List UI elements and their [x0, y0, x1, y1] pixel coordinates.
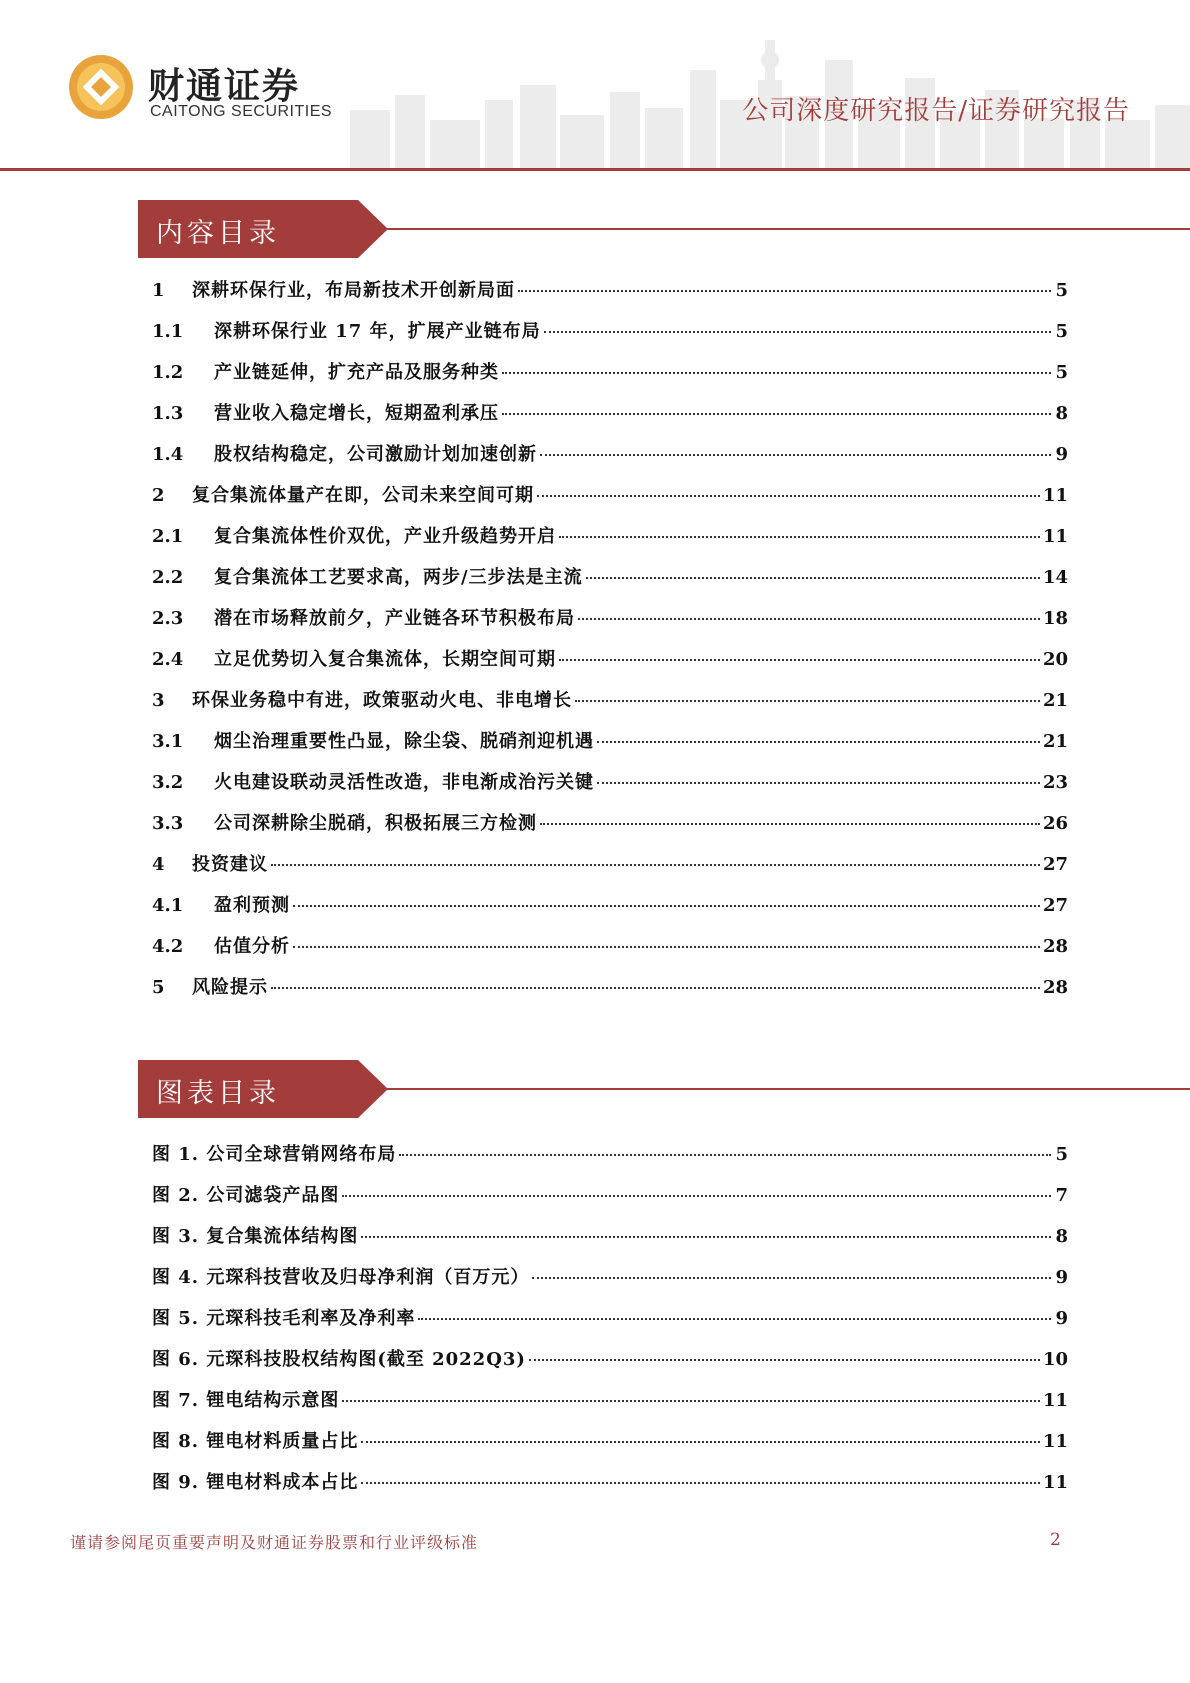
toc-entry-number: 4 [152, 854, 165, 875]
toc-entry-number: 1.1 [152, 321, 184, 342]
section-rule [383, 1088, 1190, 1090]
toc-entry-title: 股权结构稳定，公司激励计划加速创新 [214, 444, 537, 465]
entry-page-number: 11 [1042, 485, 1068, 506]
toc-entry-title: 复合集流体性价双优，产业升级趋势开启 [214, 526, 556, 547]
toc-entry-number: 4.2 [152, 936, 184, 957]
toc-entry-number: 2.3 [152, 608, 184, 629]
entry-page-number: 9 [1055, 444, 1068, 465]
figure-entry-title: 图 5. 元琛科技毛利率及净利率 [152, 1308, 416, 1329]
figure-entry-title: 图 9. 锂电材料成本占比 [152, 1472, 359, 1493]
toc-entry-title: 潜在市场释放前夕，产业链各环节积极布局 [214, 608, 575, 629]
entry-page-number: 11 [1042, 1390, 1068, 1411]
dot-leader [578, 617, 1040, 620]
dot-leader [271, 863, 1040, 866]
toc-entry-title: 立足优势切入复合集流体，长期空间可期 [214, 649, 556, 670]
toc-entry[interactable] [152, 973, 1068, 1014]
dot-leader [529, 1358, 1040, 1361]
figure-entry[interactable] [152, 1386, 1068, 1427]
toc-entry-title: 风险提示 [192, 977, 268, 998]
fig-section-header [138, 1060, 1078, 1118]
page-header [0, 0, 1190, 172]
figure-entry[interactable] [152, 1181, 1068, 1222]
toc-entry-title: 环保业务稳中有进，政策驱动火电、非电增长 [192, 690, 572, 711]
entry-page-number: 27 [1042, 895, 1068, 916]
toc-entry[interactable] [152, 727, 1068, 768]
dot-leader [418, 1317, 1051, 1320]
toc-entry[interactable] [152, 809, 1068, 850]
entry-page-number: 21 [1042, 731, 1068, 752]
toc-entry-title: 投资建议 [192, 854, 268, 875]
toc-entry-number: 1.3 [152, 403, 184, 424]
toc-entry[interactable] [152, 932, 1068, 973]
entry-page-number: 14 [1042, 567, 1068, 588]
figure-entry-title: 图 4. 元琛科技营收及归母净利润（百万元） [152, 1267, 530, 1288]
figure-entry[interactable] [152, 1468, 1068, 1509]
toc-entry[interactable] [152, 440, 1068, 481]
dot-leader [293, 945, 1040, 948]
dot-leader [361, 1440, 1040, 1443]
figure-entry-title: 图 1. 公司全球营销网络布局 [152, 1144, 397, 1165]
footer-disclaimer: 谨请参阅尾页重要声明及财通证券股票和行业评级标准 [70, 1533, 479, 1552]
toc-entry-number: 2.2 [152, 567, 184, 588]
toc-entry[interactable] [152, 276, 1068, 317]
dot-leader [559, 658, 1040, 661]
figure-list [152, 1140, 1068, 1509]
toc-entry[interactable] [152, 522, 1068, 563]
entry-page-number: 5 [1055, 280, 1068, 301]
caitong-logo-icon [66, 52, 136, 122]
dot-leader [597, 781, 1040, 784]
toc-entry[interactable] [152, 399, 1068, 440]
toc-entry-title: 营业收入稳定增长，短期盈利承压 [214, 403, 499, 424]
entry-page-number: 20 [1042, 649, 1068, 670]
toc-entry[interactable] [152, 850, 1068, 891]
dot-leader [502, 412, 1051, 415]
section-rule [383, 228, 1190, 230]
toc-entry[interactable] [152, 645, 1068, 686]
toc-entry-title: 深耕环保行业 17 年，扩展产业链布局 [214, 321, 541, 342]
entry-page-number: 18 [1042, 608, 1068, 629]
entry-page-number: 5 [1055, 321, 1068, 342]
toc-section-header [138, 200, 1078, 258]
entry-page-number: 8 [1055, 1226, 1068, 1247]
toc-entry-title: 复合集流体量产在即，公司未来空间可期 [192, 485, 534, 506]
toc-entry-title: 估值分析 [214, 936, 290, 957]
entry-page-number: 27 [1042, 854, 1068, 875]
brand-name-en: CAITONG SECURITIES [150, 103, 333, 120]
toc-entry[interactable] [152, 604, 1068, 645]
header-divider [0, 168, 1190, 171]
toc-entry-title: 盈利预测 [214, 895, 290, 916]
toc-entry-number: 1.4 [152, 444, 184, 465]
report-type-label: 公司深度研究报告/证券研究报告 [742, 96, 1130, 126]
figure-entry[interactable] [152, 1427, 1068, 1468]
figure-entry-title: 图 8. 锂电材料质量占比 [152, 1431, 359, 1452]
dot-leader [361, 1235, 1051, 1238]
dot-leader [540, 453, 1051, 456]
toc-entry[interactable] [152, 317, 1068, 358]
toc-entry-title: 深耕环保行业，布局新技术开创新局面 [192, 280, 515, 301]
dot-leader [361, 1481, 1040, 1484]
dot-leader [537, 494, 1040, 497]
dot-leader [293, 904, 1040, 907]
figure-entry[interactable] [152, 1140, 1068, 1181]
toc-entry-title: 烟尘治理重要性凸显，除尘袋、脱硝剂迎机遇 [214, 731, 594, 752]
figure-entry[interactable] [152, 1263, 1068, 1304]
figure-entry-title: 图 6. 元琛科技股权结构图(截至 2022Q3) [152, 1349, 526, 1370]
toc-list [152, 276, 1068, 1014]
entry-page-number: 7 [1055, 1185, 1068, 1206]
brand-name-cn: 财通证券 [148, 66, 301, 107]
entry-page-number: 28 [1042, 977, 1068, 998]
entry-page-number: 28 [1042, 936, 1068, 957]
toc-entry[interactable] [152, 563, 1068, 604]
figure-entry[interactable] [152, 1304, 1068, 1345]
toc-entry-title: 复合集流体工艺要求高，两步/三步法是主流 [214, 567, 583, 588]
toc-entry-number: 4.1 [152, 895, 184, 916]
toc-entry-number: 1.2 [152, 362, 184, 383]
toc-entry-title: 火电建设联动灵活性改造，非电渐成治污关键 [214, 772, 594, 793]
dot-leader [502, 371, 1051, 374]
dot-leader [540, 822, 1040, 825]
toc-entry-number: 3.3 [152, 813, 184, 834]
toc-entry-number: 3 [152, 690, 165, 711]
toc-entry-title: 公司深耕除尘脱硝，积极拓展三方检测 [214, 813, 537, 834]
page-number: 2 [1050, 1530, 1061, 1550]
figure-entry-title: 图 2. 公司滤袋产品图 [152, 1185, 340, 1206]
toc-entry[interactable] [152, 358, 1068, 399]
dot-leader [532, 1276, 1051, 1279]
entry-page-number: 21 [1042, 690, 1068, 711]
entry-page-number: 26 [1042, 813, 1068, 834]
entry-page-number: 11 [1042, 526, 1068, 547]
figure-entry[interactable] [152, 1222, 1068, 1263]
toc-entry-number: 2.4 [152, 649, 184, 670]
toc-entry-number: 5 [152, 977, 165, 998]
toc-entry[interactable] [152, 686, 1068, 727]
entry-page-number: 11 [1042, 1431, 1068, 1452]
toc-entry-title: 产业链延伸，扩充产品及服务种类 [214, 362, 499, 383]
toc-entry[interactable] [152, 768, 1068, 809]
toc-entry[interactable] [152, 481, 1068, 522]
entry-page-number: 5 [1055, 1144, 1068, 1165]
dot-leader [518, 289, 1051, 292]
entry-page-number: 11 [1042, 1472, 1068, 1493]
dot-leader [399, 1153, 1051, 1156]
dot-leader [342, 1194, 1051, 1197]
dot-leader [575, 699, 1040, 702]
dot-leader [597, 740, 1040, 743]
figure-entry-title: 图 7. 锂电结构示意图 [152, 1390, 340, 1411]
toc-section-title: 内容目录 [156, 218, 280, 249]
entry-page-number: 23 [1042, 772, 1068, 793]
dot-leader [544, 330, 1051, 333]
entry-page-number: 9 [1055, 1308, 1068, 1329]
dot-leader [559, 535, 1040, 538]
toc-entry-number: 3.2 [152, 772, 184, 793]
dot-leader [342, 1399, 1040, 1402]
entry-page-number: 8 [1055, 403, 1068, 424]
toc-entry[interactable] [152, 891, 1068, 932]
toc-entry-number: 2 [152, 485, 165, 506]
entry-page-number: 10 [1042, 1349, 1068, 1370]
dot-leader [586, 576, 1040, 579]
toc-entry-number: 1 [152, 280, 165, 301]
toc-entry-number: 2.1 [152, 526, 184, 547]
entry-page-number: 9 [1055, 1267, 1068, 1288]
figure-entry-title: 图 3. 复合集流体结构图 [152, 1226, 359, 1247]
figure-entry[interactable] [152, 1345, 1068, 1386]
entry-page-number: 5 [1055, 362, 1068, 383]
toc-entry-number: 3.1 [152, 731, 184, 752]
fig-section-title: 图表目录 [156, 1078, 280, 1109]
dot-leader [271, 986, 1040, 989]
